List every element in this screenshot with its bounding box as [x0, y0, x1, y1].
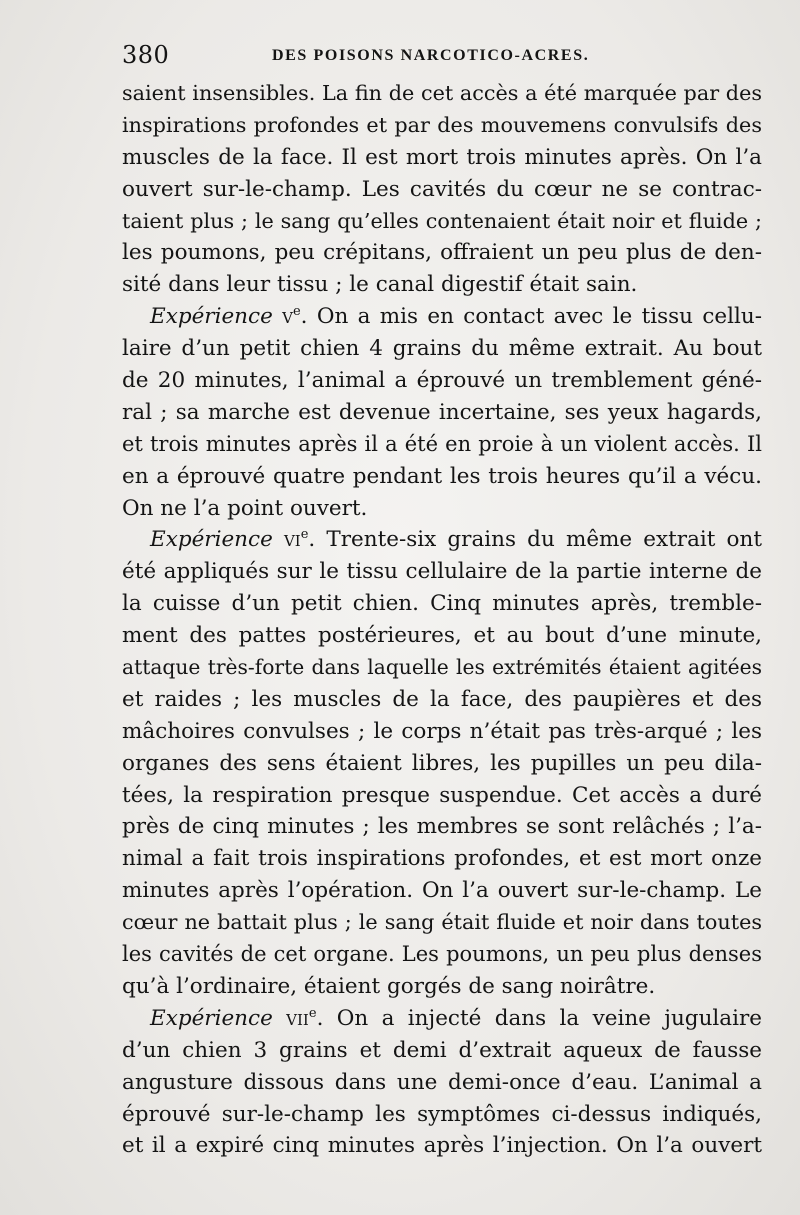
text-line: nimal a fait trois inspirations profondes, et est mort onze: [122, 846, 762, 872]
text-line: les cavités de cet organe. Les poumons, un peu plus denses: [122, 942, 762, 967]
experience-number: vi: [283, 527, 301, 553]
text-line: éprouvé sur-le-champ les symptômes ci-dessus indiqués,: [122, 1101, 762, 1127]
text-line: organes des sens étaient libres, les pupilles un peu dila-: [122, 750, 762, 776]
text-line: taient plus ; le sang qu’elles contenaient était noir et fluide ;: [122, 208, 762, 233]
experience-heading-line: [122, 301, 762, 333]
experience-label: Expérience: [150, 304, 273, 330]
text-line: et il a expiré cinq minutes après l’injection. On l’a ouvert: [122, 1133, 762, 1159]
experience-heading-line: [122, 1003, 762, 1035]
text-fragment: . On a mis en contact avec le tissu cellu-: [300, 304, 762, 330]
text-line: ral ; sa marche est devenue incertaine, ses yeux hagards,: [122, 399, 762, 425]
text-line: inspirations profondes et par des mouvemens convulsifs des: [122, 112, 762, 137]
text-line: cœur ne battait plus ; le sang était fluide et noir dans toutes: [122, 910, 762, 935]
text-line: mâchoires convulses ; le corps n’était pas très-arqué ; les: [122, 718, 762, 744]
text-line: été appliqués sur le tissu cellulaire de la partie interne de: [122, 559, 762, 585]
text-line: la cuisse d’un petit chien. Cinq minutes après, tremble-: [122, 591, 762, 617]
experience-label: Expérience: [150, 527, 273, 553]
text-line: et raides ; les muscles de la face, des paupières et des: [122, 686, 762, 712]
text-line: ment des pattes postérieures, et au bout d’une minute,: [122, 623, 762, 649]
text-line: d’un chien 3 grains et demi d’extrait aqueux de fausse: [122, 1037, 762, 1063]
text-line: On ne l’a point ouvert.: [122, 495, 368, 521]
text-line: et trois minutes après il a été en proie à un violent accès. Il: [122, 431, 762, 456]
text-line: angusture dissous dans une demi-once d’eau. L’animal a: [122, 1069, 762, 1095]
text-line: sité dans leur tissu ; le canal digestif était sain.: [122, 272, 638, 298]
text-line: de 20 minutes, l’animal a éprouvé un tremblement géné-: [122, 368, 762, 394]
experience-number: v: [282, 304, 293, 330]
experience-label: Expérience: [150, 1005, 273, 1031]
text-line: ouvert sur-le-champ. Les cavités du cœur ne se contrac-: [122, 176, 762, 202]
text-line: près de cinq minutes ; les membres se sont relâchés ; l’a-: [122, 814, 762, 840]
experience-heading-line: [122, 524, 762, 556]
text-line: laire d’un petit chien 4 grains du même extrait. Au bout: [122, 336, 762, 362]
text-fragment: . Trente-six grains du même extrait ont: [308, 527, 762, 553]
experience-superscript: e: [292, 304, 301, 320]
page-number: 380: [122, 41, 170, 69]
text-line: en a éprouvé quatre pendant les trois heures qu’il a vécu.: [122, 463, 762, 489]
experience-superscript: e: [308, 1005, 317, 1021]
text-line: minutes après l’opération. On l’a ouvert sur-le-champ. Le: [122, 878, 762, 904]
text-line: saient insensibles. La fin de cet accès a été marquée par des: [122, 81, 762, 105]
text-line: tées, la respiration presque suspendue. Cet accès a duré: [122, 782, 762, 808]
text-line: muscles de la face. Il est mort trois minutes après. On l’a: [122, 144, 762, 170]
body-text: [122, 78, 762, 1162]
text-fragment: . On a injecté dans la veine jugulaire: [316, 1005, 762, 1031]
experience-number: vii: [286, 1005, 309, 1031]
page-header: [122, 40, 762, 74]
experience-superscript: e: [300, 527, 309, 543]
text-line: attaque très-forte dans laquelle les extrémités étaient agitées: [122, 655, 762, 680]
text-line: qu’à l’ordinaire, étaient gorgés de sang noirâtre.: [122, 973, 656, 999]
text-line: les poumons, peu crépitans, offraient un peu plus de den-: [122, 240, 762, 266]
running-title: DES POISONS NARCOTICO-ACRES.: [272, 47, 590, 64]
